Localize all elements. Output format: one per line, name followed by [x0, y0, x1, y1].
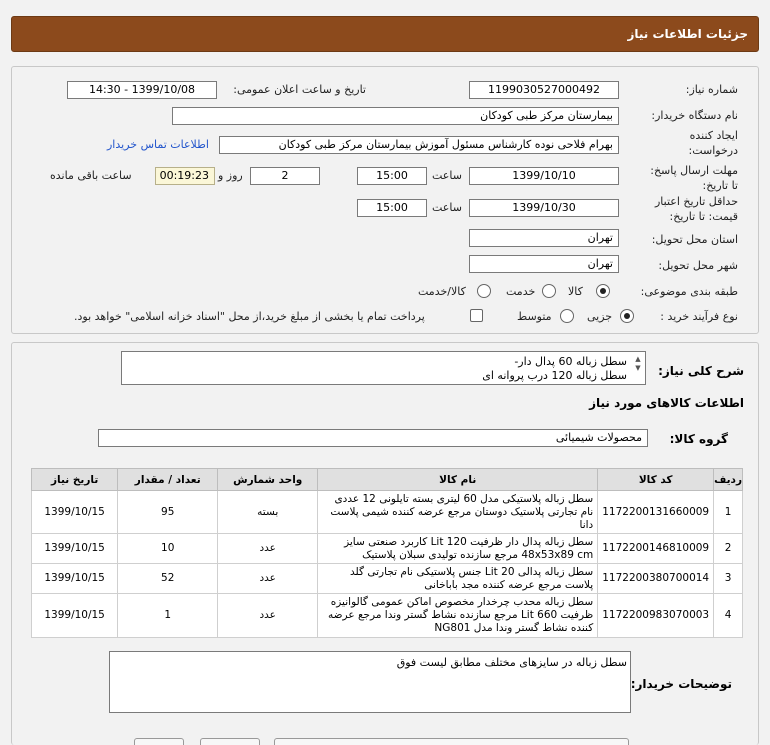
province-field: تهران — [469, 229, 619, 247]
cell-date: 1399/10/15 — [32, 491, 118, 534]
category-label: طبقه بندی موضوعی: — [640, 285, 738, 298]
goods-table-header — [32, 469, 743, 491]
validity-date-field: 1399/10/30 — [469, 199, 619, 217]
summary-textbox[interactable] — [121, 351, 646, 385]
validity-time-field: 15:00 — [357, 199, 427, 217]
cell-unit: بسته — [218, 491, 318, 534]
cell-code: 1172200380700014 — [598, 564, 714, 594]
cell-code: 1172200983070003 — [598, 594, 714, 638]
footer-button-2[interactable] — [200, 738, 260, 745]
summary-scroll-arrows[interactable]: ▲ ▼ — [635, 355, 641, 372]
announce-datetime-field: 1399/10/08 - 14:30 — [67, 81, 217, 99]
cell-qty: 1 — [118, 594, 218, 638]
cell-name: سطل زباله پلاستیکی مدل 60 لیتری بسته تایلونی 12 عددی نام تجارتی پلاستیک دوستان مرجع عرضه کننده شیمی پلاست دانا — [318, 491, 598, 534]
remaining-label: ساعت باقی مانده — [50, 169, 132, 182]
contact-info-link[interactable]: اطلاعات تماس خریدار — [107, 138, 209, 151]
creator-label-line2: درخواست: — [688, 144, 738, 157]
announce-label: تاریخ و ساعت اعلان عمومی: — [233, 83, 366, 96]
deadline-date-field: 1399/10/10 — [469, 167, 619, 185]
cell-code: 1172200131660009 — [598, 491, 714, 534]
remaining-time-field: 00:19:23 — [155, 167, 215, 185]
need-number-field: 1199030527000492 — [469, 81, 619, 99]
col-unit: واحد شمارش — [218, 469, 318, 491]
summary-line-1: سطل زباله 60 پدال دار- — [514, 355, 627, 368]
cell-qty: 95 — [118, 491, 218, 534]
table-row[interactable] — [32, 564, 743, 594]
cell-name: سطل زباله پدال دار ظرفیت 120 Lit کاربرد صنعتی سایز 48x53x89 cm مرجع سازنده تولیدی سبلان پلاستیک — [318, 534, 598, 564]
cell-date: 1399/10/15 — [32, 564, 118, 594]
days-label: روز و — [218, 169, 243, 182]
col-qty: تعداد / مقدار — [118, 469, 218, 491]
buyer-notes-textbox — [109, 651, 631, 713]
process-minor-radio[interactable] — [620, 309, 634, 323]
buyer-field: بیمارستان مرکز طبی کودکان — [172, 107, 619, 125]
process-medium-radio[interactable] — [560, 309, 574, 323]
goods-panel — [11, 342, 759, 745]
category-goods-label: کالا — [568, 285, 583, 298]
creator-field: بهرام فلاحی نوده کارشناس مسئول آموزش بیمارستان مرکز طبی کودکان — [219, 136, 619, 154]
cell-qty: 10 — [118, 534, 218, 564]
process-minor-label: جزیی — [587, 310, 613, 323]
cell-row: 4 — [714, 594, 743, 638]
cell-code: 1172200146810009 — [598, 534, 714, 564]
col-row: ردیف — [714, 469, 743, 491]
cell-row: 1 — [714, 491, 743, 534]
deadline-label-line2: تا تاریخ: — [702, 179, 738, 192]
page-title-bar — [11, 16, 759, 52]
footer-button-3[interactable] — [274, 738, 629, 745]
category-goods-service-radio[interactable] — [477, 284, 491, 298]
need-info-panel — [11, 66, 759, 334]
city-field: تهران — [469, 255, 619, 273]
province-label: استان محل تحویل: — [651, 233, 738, 246]
table-row[interactable] — [32, 534, 743, 564]
goods-group-field: محصولات شیمیائی — [98, 429, 648, 447]
goods-group-label: گروه کالا: — [669, 432, 728, 446]
cell-unit: عدد — [218, 534, 318, 564]
category-goods-radio[interactable] — [596, 284, 610, 298]
footer-button-1[interactable] — [134, 738, 184, 745]
creator-label-line1: ایجاد کننده — [689, 129, 738, 142]
cell-row: 3 — [714, 564, 743, 594]
treasury-payment-checkbox[interactable] — [470, 309, 483, 322]
category-service-label: خدمت — [506, 285, 536, 298]
summary-line-2: سطل زباله 120 درب پروانه ای — [482, 369, 627, 382]
cell-date: 1399/10/15 — [32, 594, 118, 638]
goods-table — [31, 468, 743, 638]
validity-time-label: ساعت — [432, 201, 462, 214]
deadline-time-field: 15:00 — [357, 167, 427, 185]
deadline-time-label: ساعت — [432, 169, 462, 182]
category-service-radio[interactable] — [542, 284, 556, 298]
cell-unit: عدد — [218, 594, 318, 638]
validity-label-line2: قیمت: تا تاریخ: — [669, 210, 738, 223]
col-name: نام کالا — [318, 469, 598, 491]
col-code: کد کالا — [598, 469, 714, 491]
summary-label: شرح کلی نیاز: — [658, 364, 744, 378]
city-label: شهر محل تحویل: — [658, 259, 738, 272]
cell-row: 2 — [714, 534, 743, 564]
cell-unit: عدد — [218, 564, 318, 594]
page-title: جزئیات اطلاعات نیاز — [627, 27, 748, 41]
table-row[interactable] — [32, 491, 743, 534]
col-date: تاریخ نیاز — [32, 469, 118, 491]
buyer-notes-text: سطل زباله در سایزهای مختلف مطابق لیست فوق — [396, 656, 627, 669]
treasury-payment-note: پرداخت تمام یا بخشی از مبلغ خرید،از محل "اسناد خزانه اسلامی" خواهد بود. — [74, 310, 425, 323]
cell-name: سطل زباله محدب چرخدار مخصوص اماکن عمومی گالوانیزه ظرفیت 660 Lit مرجع سازنده نشاط گستر وندا مرجع عرضه کننده نشاط گستر وندا مدل NG801 — [318, 594, 598, 638]
process-label: نوع فرآیند خرید : — [660, 310, 738, 323]
table-row[interactable] — [32, 594, 743, 638]
process-medium-label: متوسط — [517, 310, 552, 323]
validity-label-line1: حداقل تاریخ اعتبار — [654, 195, 738, 208]
buyer-notes-label: توضیحات خریدار: — [630, 677, 732, 691]
goods-section-title: اطلاعات کالاهای مورد نیاز — [589, 396, 744, 410]
days-remaining-field: 2 — [250, 167, 320, 185]
buyer-label: نام دستگاه خریدار: — [651, 109, 738, 122]
need-number-label: شماره نیاز: — [685, 83, 738, 96]
cell-qty: 52 — [118, 564, 218, 594]
deadline-label-line1: مهلت ارسال پاسخ: — [650, 164, 738, 177]
cell-name: سطل زباله پدالی 20 Lit جنس پلاستیکی نام تجارتی گلد پلاست مرجع عرضه کننده مجد باباخانی — [318, 564, 598, 594]
category-goods-service-label: کالا/خدمت — [418, 285, 466, 298]
cell-date: 1399/10/15 — [32, 534, 118, 564]
